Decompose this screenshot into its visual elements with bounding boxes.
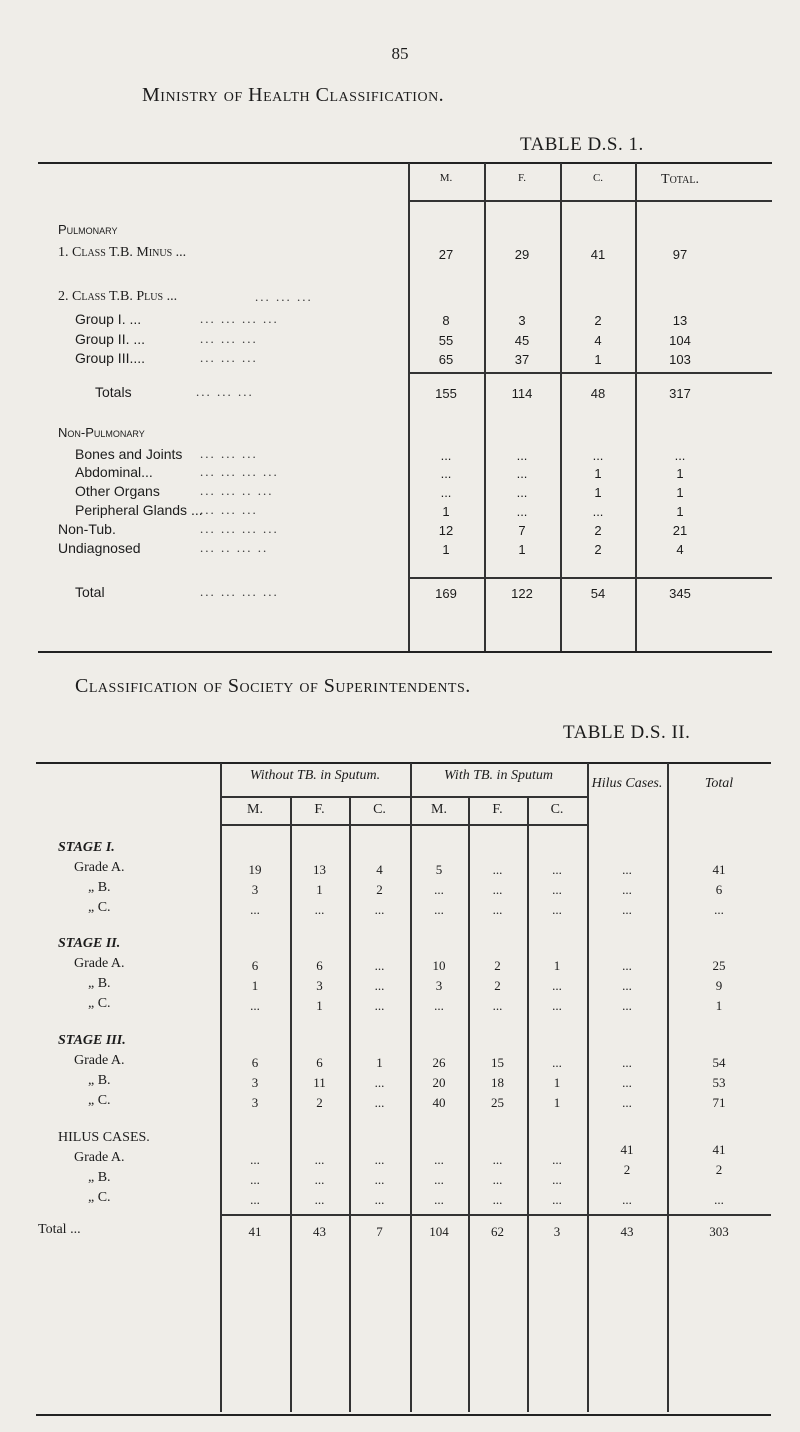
cell-value: 54 — [712, 1055, 726, 1070]
row-label: Grade A. — [74, 1053, 125, 1068]
cell-value: 1 — [676, 504, 684, 519]
cell-value: 9 — [715, 978, 723, 993]
cell-value: 104 — [669, 333, 691, 348]
cell-value: ... — [622, 862, 632, 877]
row-label: 2. Class T.B. Plus ... — [58, 289, 178, 304]
cell-value: 37 — [514, 352, 530, 367]
cell-value: 2 — [494, 978, 501, 993]
header-total: Total — [704, 776, 734, 791]
cell-value: 41 — [248, 1224, 262, 1239]
row-label: Grade A. — [74, 860, 125, 875]
cell-value: 7 — [518, 523, 526, 538]
cell-value: 2 — [594, 542, 602, 557]
cell-value: 26 — [432, 1055, 446, 1070]
cell-value: ... — [492, 1172, 503, 1187]
header-without-tb: Without TB. in Sputum. — [249, 768, 381, 783]
leader-dots: ... ... ... — [200, 331, 258, 346]
cell-value: 55 — [438, 333, 454, 348]
row-label: Pulmonary — [58, 222, 118, 237]
leader-dots: ... ... .. ... — [200, 483, 274, 498]
cell-value: 345 — [669, 586, 691, 601]
cell-value: ... — [622, 978, 632, 993]
cell-value: ... — [374, 1095, 385, 1110]
cell-value: 2 — [376, 882, 383, 897]
table1-label: TABLE D.S. 1. — [520, 134, 644, 155]
leader-dots: ... ... ... ... — [200, 584, 279, 599]
cell-value: 1 — [594, 466, 602, 481]
cell-value: 155 — [435, 386, 457, 401]
leader-dots: ... ... ... — [200, 446, 258, 461]
cell-value: 25 — [491, 1095, 504, 1110]
cell-value: ... — [622, 882, 632, 897]
cell-value: 2 — [316, 1095, 323, 1110]
cell-value: 97 — [672, 247, 688, 262]
cell-value: ... — [622, 958, 632, 973]
row-label: Group I. ... — [75, 311, 142, 327]
cell-value: 1 — [676, 466, 684, 481]
cell-value: 5 — [435, 862, 443, 877]
row-label: Group III.... — [75, 350, 146, 366]
leader-dots: ... ... ... — [200, 502, 258, 517]
sub-header: C. — [373, 802, 386, 817]
cell-value: 6 — [251, 1055, 259, 1070]
row-label: Other Organs — [75, 483, 160, 499]
row-label: 1. Class T.B. Minus ... — [58, 245, 187, 260]
cell-value: ... — [434, 902, 444, 917]
cell-value: ... — [516, 466, 528, 481]
cell-value: 41 — [620, 1142, 634, 1157]
cell-value: 54 — [590, 586, 606, 601]
cell-value: ... — [250, 902, 260, 917]
cell-value: ... — [434, 1172, 444, 1187]
cell-value: ... — [314, 1172, 325, 1187]
cell-value: ... — [374, 1192, 385, 1207]
cell-value: 1 — [376, 1055, 383, 1070]
cell-value: ... — [516, 448, 528, 463]
cell-value: 1 — [316, 998, 323, 1013]
cell-value: 2 — [623, 1162, 631, 1177]
cell-value: 21 — [672, 523, 688, 538]
column-header: Total. — [661, 172, 699, 187]
cell-value: ... — [622, 1095, 632, 1110]
cell-value: 3 — [251, 1095, 259, 1110]
cell-value: 317 — [669, 386, 691, 401]
cell-value: 15 — [491, 1055, 504, 1070]
cell-value: 65 — [438, 352, 454, 367]
cell-value: ... — [492, 882, 503, 897]
cell-value: ... — [434, 1192, 444, 1207]
cell-value: 53 — [712, 1075, 726, 1090]
leader-dots: ... ... ... — [255, 289, 313, 304]
cell-value: ... — [250, 1192, 260, 1207]
cell-value: 11 — [313, 1075, 326, 1090]
cell-value: ... — [314, 902, 325, 917]
row-label: „ B. — [88, 1170, 111, 1185]
row-label: Grade A. — [74, 956, 125, 971]
cell-value: ... — [592, 448, 604, 463]
header-hilus: Hilus Cases. — [591, 776, 663, 791]
cell-value: 1 — [715, 998, 723, 1013]
cell-value: 1 — [676, 485, 684, 500]
cell-value: 19 — [248, 862, 262, 877]
cell-value: ... — [674, 448, 686, 463]
cell-value: 18 — [491, 1075, 504, 1090]
cell-value: 3 — [435, 978, 443, 993]
cell-value: ... — [250, 1172, 260, 1187]
cell-value: 114 — [511, 386, 533, 401]
cell-value: 40 — [432, 1095, 446, 1110]
cell-value: 13 — [313, 862, 326, 877]
cell-value: 27 — [438, 247, 454, 262]
cell-value: 6 — [316, 958, 323, 973]
cell-value: 6 — [715, 882, 723, 897]
cell-value: ... — [374, 1172, 385, 1187]
totals-rule — [220, 1214, 771, 1216]
cell-value: ... — [314, 1192, 325, 1207]
cell-value: ... — [622, 998, 632, 1013]
cell-value: 303 — [709, 1224, 729, 1239]
cell-value: 13 — [672, 313, 688, 328]
cell-value: 2 — [594, 313, 602, 328]
cell-value: ... — [250, 998, 260, 1013]
row-label: „ C. — [88, 1190, 111, 1205]
cell-value: ... — [622, 1075, 632, 1090]
top-rule — [36, 762, 771, 764]
cell-value: 1 — [251, 978, 259, 993]
cell-value: ... — [492, 862, 503, 877]
sub-header: M. — [431, 802, 447, 817]
section1-heading: Ministry of Health Classification. — [142, 84, 445, 106]
cell-value: ... — [440, 466, 452, 481]
cell-value: ... — [552, 1055, 562, 1070]
cell-value: 1 — [553, 1075, 561, 1090]
cell-value: 1 — [316, 882, 323, 897]
cell-value: 122 — [511, 586, 533, 601]
cell-value: 43 — [313, 1224, 326, 1239]
cell-value: 62 — [491, 1224, 504, 1239]
cell-value: 8 — [442, 313, 450, 328]
cell-value: ... — [434, 1152, 444, 1167]
cell-value: ... — [552, 1152, 562, 1167]
cell-value: ... — [592, 504, 604, 519]
cell-value: 48 — [590, 386, 606, 401]
row-label: STAGE III. — [58, 1033, 126, 1048]
cell-value: ... — [516, 485, 528, 500]
cell-value: 2 — [594, 523, 602, 538]
row-label: Undiagnosed — [58, 540, 141, 556]
row-label: Total — [75, 584, 105, 600]
row-label: HILUS CASES. — [58, 1130, 150, 1145]
cell-value: ... — [714, 902, 724, 917]
cell-value: ... — [374, 1075, 385, 1090]
cell-value: 41 — [712, 1142, 726, 1157]
cell-value: ... — [492, 1192, 503, 1207]
cell-value: 4 — [676, 542, 684, 557]
cell-value: 4 — [376, 862, 383, 877]
cell-value: 1 — [518, 542, 526, 557]
cell-value: ... — [552, 978, 562, 993]
cell-value: 103 — [669, 352, 691, 367]
cell-value: 7 — [376, 1224, 383, 1239]
cell-value: 20 — [432, 1075, 446, 1090]
cell-value: 4 — [594, 333, 602, 348]
cell-value: 1 — [553, 1095, 561, 1110]
leader-dots: ... .. ... .. — [200, 540, 269, 555]
sub-header: M. — [247, 802, 263, 817]
cell-value: 6 — [251, 958, 259, 973]
row-label: Abdominal... — [75, 464, 153, 480]
cell-value: ... — [374, 998, 385, 1013]
leader-dots: ... ... ... ... — [200, 521, 279, 536]
sub-header: F. — [492, 802, 503, 817]
cell-value: 1 — [594, 485, 602, 500]
cell-value: 41 — [712, 862, 726, 877]
cell-value: ... — [552, 998, 562, 1013]
row-label: Non-Tub. — [58, 521, 116, 537]
cell-value: ... — [492, 1152, 503, 1167]
cell-value: ... — [374, 958, 385, 973]
table2-label: TABLE D.S. II. — [563, 722, 691, 743]
row-label: „ C. — [88, 1093, 111, 1108]
column-header: F. — [518, 172, 526, 184]
page-number: 85 — [391, 44, 409, 63]
cell-value: 41 — [590, 247, 606, 262]
cell-value: ... — [622, 1192, 632, 1207]
cell-value: 29 — [514, 247, 530, 262]
cell-value: ... — [714, 1192, 724, 1207]
sub-header: C. — [550, 802, 564, 817]
row-label: Non-Pulmonary — [58, 425, 145, 440]
cell-value: ... — [440, 448, 452, 463]
cell-value: ... — [552, 1192, 562, 1207]
section2-heading: Classification of Society of Superintendents. — [75, 675, 471, 697]
cell-value: ... — [622, 1055, 632, 1070]
subheader-top — [220, 796, 587, 798]
row-label: Peripheral Glands ... — [75, 502, 203, 518]
cell-value: 71 — [712, 1095, 726, 1110]
cell-value: ... — [374, 978, 385, 993]
cell-value: ... — [492, 998, 503, 1013]
cell-value: 3 — [251, 882, 259, 897]
leader-dots: ... ... ... ... — [200, 311, 279, 326]
cell-value: 45 — [514, 333, 530, 348]
cell-value: ... — [552, 1172, 562, 1187]
row-label: Group II. ... — [75, 331, 146, 347]
row-label: Bones and Joints — [75, 446, 183, 462]
row-label: STAGE II. — [58, 936, 121, 951]
row-label: „ C. — [88, 996, 111, 1011]
cell-value: 3 — [316, 978, 323, 993]
cell-value: 2 — [715, 1162, 723, 1177]
cell-value: ... — [552, 862, 562, 877]
cell-value: 104 — [429, 1224, 449, 1239]
row-label: Totals — [95, 384, 132, 400]
cell-value: ... — [250, 1152, 260, 1167]
cell-value: ... — [440, 485, 452, 500]
leader-dots: ... ... ... ... — [200, 464, 279, 479]
cell-value: 3 — [518, 313, 526, 328]
cell-value: 12 — [438, 523, 454, 538]
cell-value: 6 — [316, 1055, 323, 1070]
subheader-bottom — [220, 824, 587, 826]
cell-value: 1 — [442, 504, 450, 519]
column-header: C. — [592, 172, 604, 184]
leader-dots: ... ... ... — [200, 350, 258, 365]
cell-value: 3 — [553, 1224, 561, 1239]
row-label: „ B. — [88, 976, 111, 991]
cell-value: ... — [552, 902, 562, 917]
cell-value: 3 — [251, 1075, 259, 1090]
sub-header: F. — [314, 802, 325, 817]
row-label: STAGE I. — [58, 840, 115, 855]
row-label: Grade A. — [74, 1150, 125, 1165]
row-label: „ B. — [88, 880, 111, 895]
cell-value: ... — [314, 1152, 325, 1167]
row-label: „ C. — [88, 900, 111, 915]
row-label: Total ... — [38, 1222, 81, 1237]
leader-dots: ... ... ... — [196, 384, 254, 399]
cell-value: ... — [552, 882, 562, 897]
cell-value: ... — [492, 902, 503, 917]
cell-value: ... — [434, 998, 444, 1013]
header-with-tb: With TB. in Sputum — [444, 768, 553, 783]
cell-value: ... — [434, 882, 444, 897]
cell-value: ... — [374, 1152, 385, 1167]
cell-value: ... — [516, 504, 528, 519]
cell-value: 10 — [432, 958, 446, 973]
cell-value: 1 — [553, 958, 561, 973]
cell-value: 1 — [594, 352, 602, 367]
cell-value: 2 — [494, 958, 501, 973]
row-label: „ B. — [88, 1073, 111, 1088]
cell-value: 169 — [435, 586, 457, 601]
cell-value: 1 — [442, 542, 450, 557]
cell-value: 25 — [712, 958, 726, 973]
cell-value: 43 — [620, 1224, 634, 1239]
cell-value: ... — [374, 902, 385, 917]
cell-value: ... — [622, 902, 632, 917]
column-header: M. — [439, 172, 453, 184]
bottom-rule — [36, 1414, 771, 1416]
